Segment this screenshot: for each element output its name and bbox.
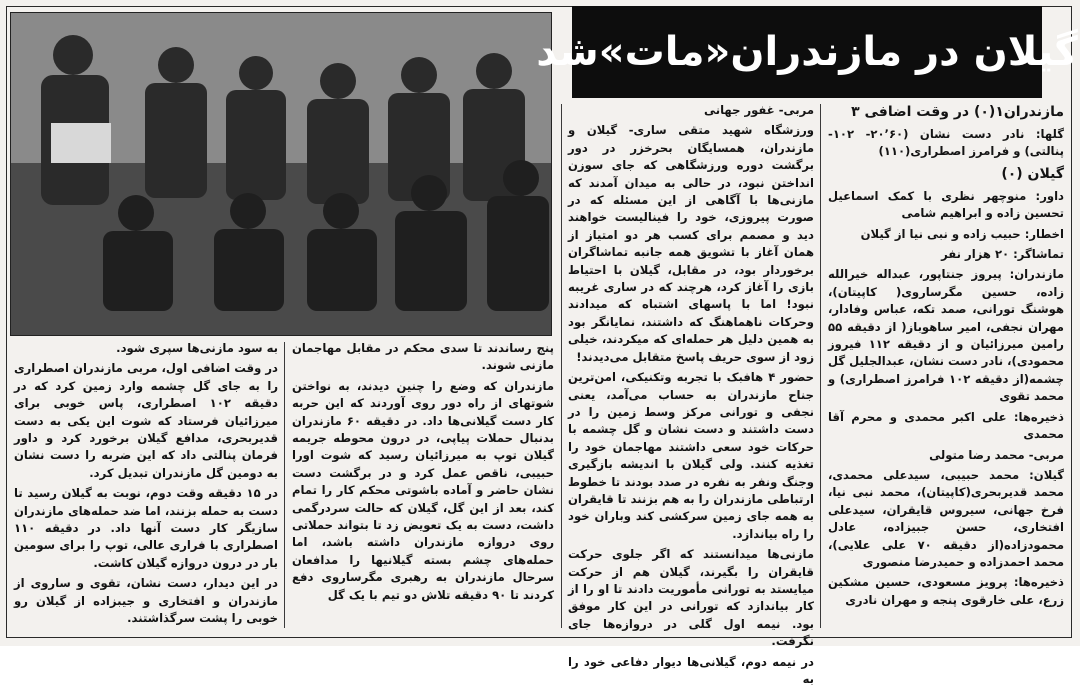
column-left-b bbox=[14, 340, 278, 630]
article-paragraph: در این دیدار، دست نشان، تقوی و ساروی از مازندران و افتخاری و جیبزاده از گیلان رو خوبی را پشت سرگذاشتند. bbox=[14, 576, 278, 626]
warnings-line: اخطار: حبیب زاده و نبی نیا از گیلان bbox=[860, 226, 1064, 241]
score-line: مازندران۱(۰) در وقت اضافی ۳ bbox=[851, 104, 1064, 120]
column-left-a bbox=[292, 340, 554, 630]
mazandaran-subs: ذخیره‌ها: علی اکبر محمدی و محرم آقا محمدی bbox=[828, 409, 1064, 442]
article-paragraph: در وقت اضافی اول، مربی مازندران اصطراری را به جای گل چشمه وارد زمین کرد که در دقیقه ۱۰۲ اصطراری، پاس خوبی برای میرزائیان فرستاد که شوت این یکی به دست قدیربحری، مدافع گیلان برخورد کرد و داور فرمان پنالتی داد که این ضربه را دست نشان به دومین گل مازندران تبدیل کرد. bbox=[14, 361, 278, 480]
article-paragraph: مازندران که وضع را چنین دیدند، به نواختن شوتهای از راه دور روی آوردند که این حربه کار دست گیلانی‌ها داد. در دقیقه ۶۰ مازندران بدنبال حملات پیاپی، در درون محوطه جریمه گیلان توپ به میرزائیان رسید که شوت اورا حبیبی، ناقص عمل کرد و در برگشت دست نشان حاضر و آماده باشوتی محکم کار را تمام کند، بعد از این گل، گیلان که حالت سردرگمی داشت، دست به یک تعویض زد تا بتواند حملاتی روی دروازه مازندران داشته باشد، اما حمله‌های چشم بسته گیلانیها را مدافعان سرحال مازندران به رهبری مگرساروی دفع کردند تا ۹۰ دقیقه تلاش دو تیم با یک گل bbox=[292, 378, 554, 602]
gilan-lineup: گیلان: محمد حبیبی، سیدعلی محمدی، محمد قدیربحری(کاپیتان)، محمد نبی نیا، فرخ جهانی، سیروس قایقران، سیدعلی افتخاری، حسن جبیزاده، عادل محمودزاده(از دقیقه ۷۰ علی علایی)، محمد احمدزاده و حمیدرضا منصوری bbox=[828, 467, 1065, 569]
headline-box bbox=[536, 6, 1078, 98]
gilan-subs: ذخیره‌ها: پرویز مسعودی، حسین مشکین زرع، علی خارقوی پنجه و مهران نادری bbox=[828, 575, 1064, 607]
column-right bbox=[828, 102, 1064, 630]
article-paragraph: پنج رساندند تا سدی محکم در مقابل مهاجمان مازنی شوند. bbox=[292, 341, 554, 373]
gilan-coach: مربی- غفور جهانی bbox=[703, 103, 814, 117]
article-paragraph: در ۱۵ دقیقه وقت دوم، نوبت به گیلان رسید تا دست به حمله بزنند، اما ضد حمله‌های مازندران سازیگر کار دست آنها داد. در دقیقه ۱۱۰ اصطراری با فراری عالی، توپ را برای سومین بار در درون دروازه گیلان کاشت. bbox=[14, 486, 278, 570]
article-paragraph: مازنی‌ها میدانستند که اگر جلوی حرکت قایقران را بگیرند، گیلان هم از حرکت میایستد به تورانی مأموریت دادند تا او را از کار بیاندازد که تورانی در این کار موفق بود. نیمه اول گلی در دروازه‌ها جای نگرفت. bbox=[568, 547, 814, 649]
mazandaran-lineup: مازندران: پیروز جنتاپور، عبداله خیرالله زاده، حسین مگرساروی( کاپیتان)، هوشنگ تورانی، صمد تکه، عباس وفادار، مهران نجفی، امیر ساهوباز( از دقیقه ۵۵ رامین میرزائیان و از دقیقه ۱۱۲ فیروز محمودی)، نادر دست نشان، عبدالجلیل گل چشمه(از دقیقه ۱۰۲ فرامرز اصطراری) و محمد تقوی bbox=[828, 267, 1064, 404]
column-divider bbox=[820, 104, 821, 628]
article-paragraph: به سود مازنی‌ها سپری شود. bbox=[116, 341, 278, 355]
gilan-score: گیلان (۰) bbox=[1001, 165, 1064, 182]
team-photo bbox=[10, 12, 552, 336]
goals-line: گلها: نادر دست نشان (۲۰٬۶۰- ۱۰۲- پنالتی) و فرامرز اصطراری(۱۱۰) bbox=[828, 127, 1064, 159]
mazandaran-coach: مربی- محمد رضا متولی bbox=[929, 447, 1064, 462]
column-divider bbox=[561, 104, 562, 628]
column-divider bbox=[284, 342, 285, 628]
article-paragraph: در نیمه دوم، گیلانی‌ها دیوار دفاعی خود را به bbox=[568, 654, 814, 686]
spectators-line: تماشاگر: ۲۰ هزار نفر bbox=[941, 247, 1064, 262]
article-paragraph: ورزشگاه شهید متقی ساری- گیلان و مازندران، همسایگان بحرخزر در دور برگشت دوره ورزشگاهی که جای سوزن انداختن نبود، در حالی به میدان آمدند که مازنی‌ها با آگاهی از این مسئله که در صورت پیروزی، خود را فینالیست خواهند دید و مصمم برای کسب هر دو امتیاز از همان آغاز با تشویق همه جانبه تماشاگران برخوردار بود، در مقابل، گیلان با احتیاط بازی را آغاز کرد، هرچند که در ساری غریبه نبود! اما با پاسهای اشتباه که میدادند وحرکات ناهماهنگ که داشتند، نمایانگر بود به همین دلیل هر حمله‌ای که میکردند، خیلی زود از سوی حریف پاسخ متقابل می‌دیدند! bbox=[568, 123, 814, 364]
article-paragraph: حضور ۴ هافبک با تجربه وتکنیکی، امن‌ترین جناح مازندران به حساب می‌آمد، یعنی نجفی و تورانی مرکز وسط زمین را در دست داشتند و دست نشان و گل چشمه با حرکات خود سعی داشتند مهاجمان خود را تغذیه کنند. ولی گیلان با اندیشه بازگیری وجنگ ونفر به نفره در صدد بودند تا خطوط ارتباطی مازندران را به هم بزنند تا قایقران به همه جای زمین سرکشی کند وباران خود را راه بیاندازد. bbox=[568, 370, 814, 541]
headline: گیلان در مازندران«مات»شد bbox=[536, 29, 1078, 75]
column-middle bbox=[568, 102, 814, 686]
referee-line: داور: منوچهر نظری با کمک اسماعیل تحسین زاده و ابراهیم شامی bbox=[828, 188, 1064, 221]
team-photo-illustration bbox=[11, 13, 551, 335]
